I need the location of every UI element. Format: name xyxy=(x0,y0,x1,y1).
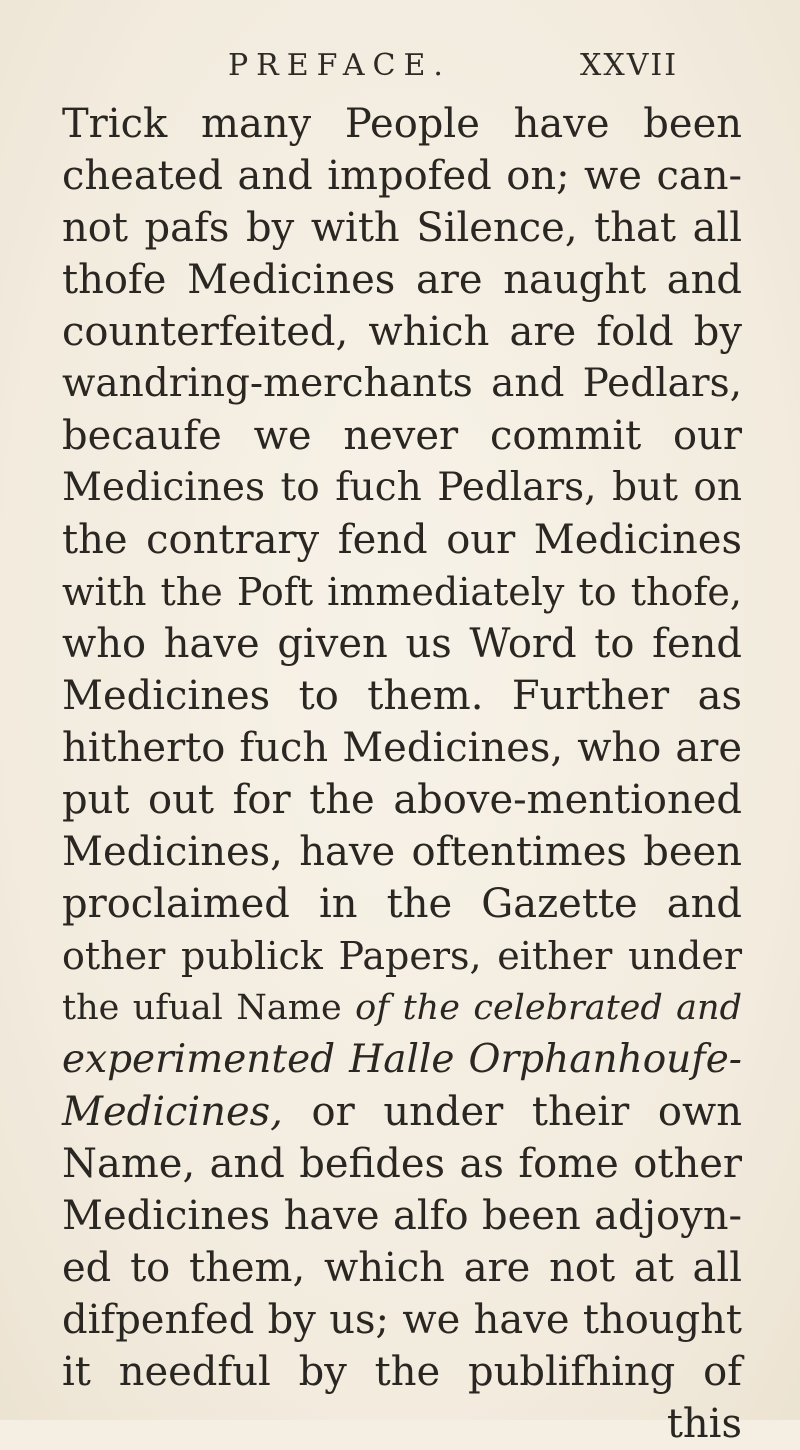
catchword: this xyxy=(666,1401,742,1447)
text-line: put out for the above-mentioned xyxy=(62,777,742,823)
text-line-mixed xyxy=(62,982,742,1034)
text-line: Medicines to them. Further as xyxy=(62,673,742,719)
text-line: the contrary fend our Medicines xyxy=(62,517,742,563)
text-line: who have given us Word to fend xyxy=(62,621,742,667)
roman-run: the ufual Name xyxy=(62,988,356,1028)
text-line: hitherto fuch Medicines, who are xyxy=(62,725,742,771)
text-line: other publick Papers, either under xyxy=(62,934,742,978)
running-head xyxy=(0,48,800,88)
page-number: XXVII xyxy=(580,48,679,83)
text-line: not pafs by with Silence, that all xyxy=(62,205,742,251)
text-line: Name, and befides as fome other xyxy=(62,1141,742,1187)
text-line: difpenfed by us; we have thought xyxy=(62,1297,742,1343)
text-line: Medicines, have oftentimes been xyxy=(62,829,742,875)
text-line: it needful by the publifhing of xyxy=(62,1349,742,1395)
text-line: cheated and impofed on; we can- xyxy=(62,153,742,199)
text-line-italic xyxy=(62,1034,742,1086)
italic-run: of the celebrated and xyxy=(355,988,742,1028)
text-line: becaufe we never commit our xyxy=(62,413,742,459)
text-line: Medicines to fuch Pedlars, but on xyxy=(62,465,742,510)
running-head-title: PREFACE. xyxy=(228,48,451,83)
text-line: counterfeited, which are fold by xyxy=(62,309,742,355)
roman-run: or under their own xyxy=(282,1089,742,1135)
text-line: thofe Medicines are naught and xyxy=(62,257,742,303)
italic-run: experimented Halle Orphanhoufe- xyxy=(62,1037,742,1082)
italic-run: Medicines, xyxy=(62,1089,283,1135)
text-line: ed to them, which are not at all xyxy=(62,1245,742,1291)
text-line: with the Poft immediately to thofe, xyxy=(62,570,742,614)
text-line: proclaimed in the Gazette and xyxy=(62,881,742,927)
text-line-mixed xyxy=(62,1086,742,1138)
text-line: Medicines have alfo been adjoyn- xyxy=(62,1193,742,1239)
text-line: Trick many People have been xyxy=(62,101,742,147)
body-text xyxy=(62,98,742,1450)
text-line: wandring-merchants and Pedlars, xyxy=(62,361,742,406)
